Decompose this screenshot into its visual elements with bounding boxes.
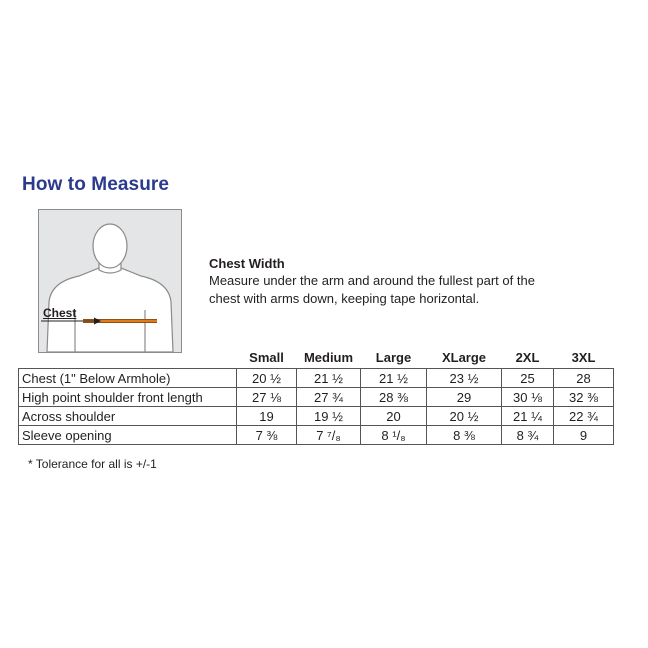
table-cell: 7 ⅜ — [237, 426, 297, 445]
table-cell: 32 ⅜ — [554, 388, 614, 407]
table-cell: 28 ⅜ — [361, 388, 427, 407]
table-cell: 21 ¼ — [502, 407, 554, 426]
table-cell: 25 — [502, 369, 554, 388]
table-row — [19, 426, 614, 445]
table-cell: 27 ⅛ — [237, 388, 297, 407]
table-row — [19, 407, 614, 426]
table-cell: 27 ¾ — [297, 388, 361, 407]
size-header-2xl: 2XL — [515, 350, 540, 365]
measure-figure — [38, 209, 182, 353]
table-row — [19, 388, 614, 407]
table-cell: 19 ½ — [297, 407, 361, 426]
table-cell: 19 — [237, 407, 297, 426]
table-cell: 22 ¾ — [554, 407, 614, 426]
measure-heading: Chest Width — [209, 256, 285, 271]
size-header-3xl: 3XL — [571, 350, 596, 365]
table-cell: 20 — [361, 407, 427, 426]
measure-description: Measure under the arm and around the fullest part of the chest with arms down, keeping tape horizontal. — [209, 273, 535, 306]
size-header-empty — [19, 347, 237, 369]
size-header-small: Small — [249, 350, 284, 365]
size-header-xlarge: XLarge — [441, 350, 487, 365]
table-cell: 8 ¹/₈ — [361, 426, 427, 445]
measure-instructions — [209, 255, 609, 308]
size-header-medium: Medium — [303, 350, 354, 365]
table-cell: 8 ⅜ — [427, 426, 502, 445]
table-cell: 21 ½ — [297, 369, 361, 388]
row-label: Across shoulder — [19, 407, 237, 426]
table-cell: 20 ½ — [237, 369, 297, 388]
page-title: How to Measure — [22, 174, 170, 195]
table-cell: 28 — [554, 369, 614, 388]
table-cell: 21 ½ — [361, 369, 427, 388]
row-label: High point shoulder front length — [19, 388, 237, 407]
chest-label: Chest — [43, 306, 77, 320]
table-cell: 20 ½ — [427, 407, 502, 426]
size-header-large: Large — [375, 350, 412, 365]
row-label: Sleeve opening — [19, 426, 237, 445]
row-label: Chest (1" Below Armhole) — [19, 369, 237, 388]
table-cell: 30 ⅛ — [502, 388, 554, 407]
body-silhouette-icon — [39, 210, 181, 352]
tolerance-note: * Tolerance for all is +/-1 — [28, 457, 157, 471]
table-cell: 29 — [427, 388, 502, 407]
table-cell: 23 ½ — [427, 369, 502, 388]
table-row — [19, 369, 614, 388]
size-header-row — [19, 347, 614, 369]
size-chart-table — [18, 347, 614, 445]
table-cell: 8 ¾ — [502, 426, 554, 445]
table-cell: 7 ⁷/₈ — [297, 426, 361, 445]
table-cell: 9 — [554, 426, 614, 445]
